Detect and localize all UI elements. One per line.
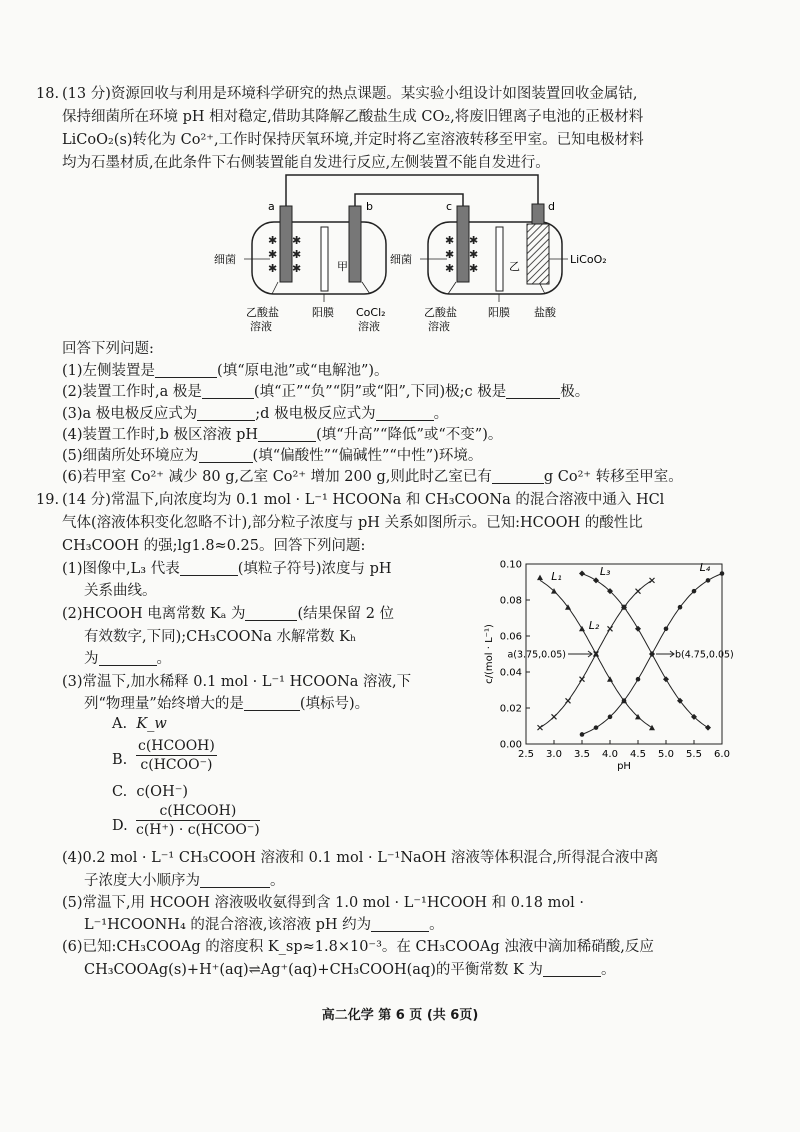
q18-part4: (4)装置工作时,b 极区溶液 pH (填“升高”“降低”或“不变”)。 bbox=[62, 427, 503, 443]
x-tick-label: 4.0 bbox=[602, 749, 618, 760]
data-point bbox=[580, 677, 585, 682]
answer-blank[interactable] bbox=[543, 961, 601, 977]
svg-text:✱: ✱ bbox=[469, 248, 479, 261]
x-tick-label: 6.0 bbox=[714, 749, 730, 760]
q18-stem-line2: 保持细菌所在环境 pH 相对稳定,借助其降解乙酸盐生成 CO₂,将废旧锂离子电池的正极材料 bbox=[62, 109, 644, 125]
q18-stem-line1: (13 分)资源回收与利用是环境科学研究的热点课题。某实验小组设计如图装置回收金属钴, bbox=[62, 86, 638, 102]
y-tick-label: 0.06 bbox=[499, 631, 522, 643]
q19-part4-cont: 子浓度大小顺序为 。 bbox=[84, 873, 285, 889]
q19-stem-line3: CH₃COOH 的强;lg1.8≈0.25。回答下列问题: bbox=[62, 538, 366, 554]
electrolysis-diagram bbox=[200, 170, 620, 340]
option-d-fraction: c(HCOOH) c(H⁺) · c(HCOO⁻) bbox=[136, 803, 260, 838]
answer-blank[interactable] bbox=[197, 405, 255, 421]
series-label: L₃ bbox=[599, 564, 611, 578]
q19-part5: (5)常温下,用 HCOOH 溶液吸收氨得到含 1.0 mol · L⁻¹HCOOH 和 0.18 mol · bbox=[62, 895, 584, 911]
answer-blank[interactable] bbox=[506, 383, 560, 399]
q19-part4: (4)0.2 mol · L⁻¹ CH₃COOH 溶液和 0.1 mol · L⁻¹NaOH 溶液等体积混合,所得混合液中离 bbox=[62, 850, 659, 866]
label-bacteria-left: 细菌 bbox=[214, 253, 236, 266]
data-point bbox=[566, 698, 571, 703]
svg-text:✱: ✱ bbox=[292, 234, 302, 247]
svg-text:✱: ✱ bbox=[268, 234, 278, 247]
option-b-label[interactable]: B. bbox=[112, 752, 128, 768]
q19-stem-line1: (14 分)常温下,向浓度均为 0.1 mol · L⁻¹ HCOONa 和 CH₃COONa 的混合溶液中通入 HCl bbox=[62, 492, 665, 508]
answer-blank[interactable] bbox=[200, 872, 270, 888]
svg-text:✱: ✱ bbox=[469, 234, 479, 247]
q18-stem-line3: LiCoO₂(s)转化为 Co²⁺,工作时保持厌氧环境,并定时将乙室溶液转移至甲室。已知电极材料 bbox=[62, 132, 644, 148]
label-right-membrane: 阳膜 bbox=[488, 306, 510, 319]
option-a[interactable]: A. K_w bbox=[112, 716, 167, 732]
y-tick-label: 0.08 bbox=[499, 595, 522, 607]
data-point bbox=[706, 578, 711, 583]
x-tick-label: 5.5 bbox=[686, 749, 702, 760]
data-point bbox=[635, 626, 641, 632]
q19-part2: (2)HCOOH 电离常数 Kₐ 为 (结果保留 2 位 bbox=[62, 606, 395, 622]
label-cocl2-2: 溶液 bbox=[358, 320, 380, 333]
data-point bbox=[579, 626, 585, 632]
electrode-c bbox=[457, 206, 469, 282]
x-tick-label: 3.5 bbox=[574, 749, 590, 760]
svg-text:✱: ✱ bbox=[445, 262, 455, 275]
q18-part5: (5)细菌所处环境应为 (填“偏酸性”“偏碱性”“中性”)环境。 bbox=[62, 448, 483, 464]
electrode-b bbox=[349, 206, 361, 282]
svg-text:✱: ✱ bbox=[268, 248, 278, 261]
page-footer: 高二化学 第 6 页 (共 6页) bbox=[321, 1008, 479, 1023]
answer-blank[interactable] bbox=[202, 383, 254, 399]
annotation-arrow bbox=[568, 651, 592, 657]
q19-part5-cont: L⁻¹HCOONH₄ 的混合溶液,该溶液 pH 约为 。 bbox=[84, 917, 444, 933]
data-point bbox=[607, 676, 613, 682]
q19-part1: (1)图像中,L₃ 代表 (填粒子符号)浓度与 pH bbox=[62, 561, 392, 577]
answer-blank[interactable] bbox=[258, 426, 316, 442]
data-point bbox=[594, 725, 599, 730]
data-point bbox=[608, 626, 613, 631]
label-left-acetate-2: 溶液 bbox=[250, 320, 272, 333]
wire-a-d bbox=[286, 175, 538, 206]
svg-text:✱: ✱ bbox=[292, 248, 302, 261]
svg-text:✱: ✱ bbox=[445, 248, 455, 261]
option-c[interactable]: C. c(OH⁻) bbox=[112, 784, 189, 800]
q19-number: 19. bbox=[36, 492, 60, 508]
q18-number: 18. bbox=[36, 86, 60, 102]
label-bacteria-right: 细菌 bbox=[390, 253, 412, 266]
data-point bbox=[580, 732, 585, 737]
electrode-a bbox=[280, 206, 292, 282]
q19-part3: (3)常温下,加水稀释 0.1 mol · L⁻¹ HCOONa 溶液,下 bbox=[62, 674, 412, 690]
q18-stem-line4: 均为石墨材质,在此条件下右侧装置能自发进行反应,左侧装置不能自发进行。 bbox=[62, 155, 550, 171]
label-right-acetate-1: 乙酸盐 bbox=[424, 306, 457, 319]
label-a: a bbox=[268, 200, 275, 213]
x-tick-label: 4.5 bbox=[630, 749, 646, 760]
label-cocl2-1: CoCl₂ bbox=[356, 306, 386, 319]
x-axis-label: pH bbox=[617, 761, 631, 772]
answer-blank[interactable] bbox=[199, 447, 253, 463]
y-tick-label: 0.04 bbox=[499, 667, 522, 679]
label-hcl: 盐酸 bbox=[534, 306, 556, 319]
data-point bbox=[692, 589, 697, 594]
q19-part6: (6)已知:CH₃COOAg 的溶度积 K_sp≈1.8×10⁻³。在 CH₃COOAg 浊液中滴加稀硝酸,反应 bbox=[62, 939, 654, 955]
data-point bbox=[650, 578, 655, 583]
series-label: L₂ bbox=[588, 618, 600, 632]
q19-part3-cont: 列“物理量”始终增大的是 (填标号)。 bbox=[84, 696, 370, 712]
series-label: L₁ bbox=[551, 570, 562, 584]
label-right-acetate-2: 溶液 bbox=[428, 320, 450, 333]
label-b: b bbox=[366, 200, 373, 213]
data-point bbox=[664, 627, 669, 632]
label-jia: 甲 bbox=[337, 260, 348, 273]
option-d-label[interactable]: D. bbox=[112, 818, 128, 834]
y-axis-label: c/(mol · L⁻¹) bbox=[484, 624, 495, 684]
answer-blank[interactable] bbox=[371, 916, 429, 932]
q18-part1: (1)左侧装置是 (填“原电池”或“电解池”)。 bbox=[62, 363, 389, 379]
q18-part3: (3)a 极电极反应式为 ;d 极电极反应式为 。 bbox=[62, 406, 449, 422]
data-point bbox=[538, 725, 543, 730]
licoo2-block bbox=[527, 224, 549, 284]
q19-part1-cont: 关系曲线。 bbox=[84, 583, 157, 599]
label-d: d bbox=[548, 200, 555, 213]
q19-stem-line2: 气体(溶液体积变化忽略不计),部分粒子浓度与 pH 关系如图所示。已知:HCOOH 的酸性比 bbox=[62, 515, 643, 531]
q19-part2-end: 为 。 bbox=[84, 651, 171, 667]
label-licoo2: LiCoO₂ bbox=[570, 253, 607, 266]
x-tick-label: 3.0 bbox=[546, 749, 562, 760]
option-b-fraction: c(HCOOH) c(HCOO⁻) bbox=[138, 738, 215, 773]
q19-part6-cont: CH₃COOAg(s)+H⁺(aq)⇌Ag⁺(aq)+CH₃COOH(aq)的平衡常数 K 为 。 bbox=[84, 962, 616, 978]
label-left-membrane: 阳膜 bbox=[312, 306, 334, 319]
answer-blank[interactable] bbox=[155, 362, 217, 378]
data-point bbox=[537, 575, 543, 581]
label-c: c bbox=[446, 200, 453, 213]
electrode-d bbox=[532, 204, 544, 224]
data-point bbox=[579, 571, 585, 577]
data-point bbox=[622, 699, 627, 704]
annotation-point bbox=[650, 652, 653, 655]
data-point bbox=[678, 605, 683, 610]
label-left-acetate-1: 乙酸盐 bbox=[246, 306, 279, 319]
answer-blank[interactable] bbox=[245, 605, 297, 621]
y-tick-label: 0.00 bbox=[499, 739, 522, 751]
svg-text:✱: ✱ bbox=[445, 234, 455, 247]
x-tick-label: 5.0 bbox=[658, 749, 674, 760]
q18-answer-intro: 回答下列问题: bbox=[62, 341, 154, 357]
answer-blank[interactable] bbox=[180, 560, 238, 576]
q19-part2-cont: 有效数字,下同);CH₃COONa 水解常数 Kₕ bbox=[84, 629, 357, 645]
data-point bbox=[608, 715, 613, 720]
answer-blank[interactable] bbox=[244, 695, 300, 711]
answer-blank[interactable] bbox=[99, 650, 157, 666]
data-point bbox=[649, 725, 655, 731]
answer-blank[interactable] bbox=[492, 468, 544, 484]
annotation-label: a(3.75,0.05) bbox=[507, 649, 566, 661]
data-point bbox=[705, 725, 711, 731]
annotation-point bbox=[594, 652, 597, 655]
q18-part2: (2)装置工作时,a 极是 (填“正”“负”“阴”或“阳”,下同)极;c 极是 极。 bbox=[62, 384, 590, 400]
q18-part6: (6)若甲室 Co²⁺ 减少 80 g,乙室 Co²⁺ 增加 200 g,则此时乙室已有 g Co²⁺ 转移至甲室。 bbox=[62, 469, 683, 485]
data-point bbox=[593, 577, 599, 583]
data-point bbox=[636, 677, 641, 682]
data-point bbox=[552, 714, 557, 719]
series-label: L₄ bbox=[699, 561, 711, 575]
label-yi: 乙 bbox=[509, 260, 520, 273]
annotation-label: b(4.75,0.05) bbox=[675, 649, 734, 661]
data-point bbox=[636, 589, 641, 594]
data-point bbox=[663, 676, 669, 682]
y-tick-label: 0.02 bbox=[499, 703, 522, 715]
concentration-ph-chart bbox=[478, 550, 740, 778]
y-tick-label: 0.10 bbox=[499, 559, 522, 571]
right-membrane bbox=[496, 227, 503, 291]
annotation-arrow bbox=[656, 651, 674, 657]
svg-text:✱: ✱ bbox=[469, 262, 479, 275]
svg-text:✱: ✱ bbox=[268, 262, 278, 275]
x-tick-label: 2.5 bbox=[518, 749, 534, 760]
answer-blank[interactable] bbox=[376, 405, 434, 421]
left-membrane bbox=[321, 227, 328, 291]
svg-text:✱: ✱ bbox=[292, 262, 302, 275]
